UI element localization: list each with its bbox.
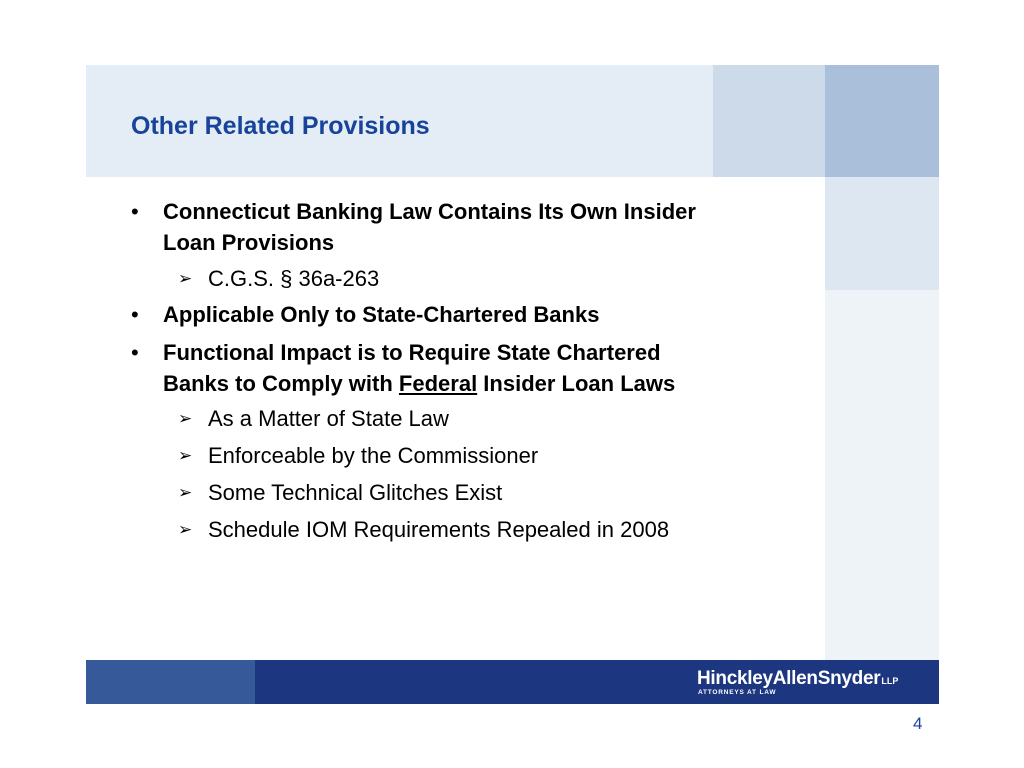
- logo-name: HinckleyAllenSnyder: [697, 668, 881, 689]
- bullet-text: [163, 196, 803, 258]
- bullet-text-line: Functional Impact is to Require State Chartered: [163, 340, 661, 365]
- arrow-bullet-icon: ➢: [178, 446, 193, 465]
- firm-logo: [697, 668, 899, 696]
- underlined-text: Federal: [398, 371, 478, 396]
- bullet-text-segment: Banks to Comply with: [163, 371, 399, 396]
- bullet-text: [163, 337, 803, 399]
- bullet-text-line: Loan Provisions: [163, 230, 335, 255]
- sub-bullet-text: Enforceable by the Commissioner: [208, 443, 539, 468]
- bullet-text-line: [163, 368, 803, 399]
- bullet-text-line: Applicable Only to State-Chartered Banks: [163, 302, 600, 327]
- sub-bullet-text: Some Technical Glitches Exist: [208, 480, 503, 505]
- arrow-bullet-icon: ➢: [178, 269, 193, 288]
- bullet-dot-icon: •: [131, 199, 139, 224]
- bullet-text-segment: Insider Loan Laws: [477, 371, 676, 396]
- bullet-text: [163, 299, 803, 330]
- bullet-dot-icon: •: [131, 340, 139, 365]
- bullet-dot-icon: •: [131, 302, 139, 327]
- bullet-text-line: Connecticut Banking Law Contains Its Own Insider: [163, 199, 696, 224]
- logo-tagline: ATTORNEYS AT LAW: [698, 689, 777, 696]
- logo-suffix: LLP: [881, 676, 899, 686]
- sub-bullet-text: As a Matter of State Law: [208, 406, 449, 431]
- sub-bullet-text: C.G.S. § 36a-263: [208, 266, 380, 291]
- arrow-bullet-icon: ➢: [178, 520, 193, 539]
- arrow-bullet-icon: ➢: [178, 483, 193, 502]
- slide-title: Other Related Provisions: [131, 112, 430, 140]
- sub-bullet-text: Schedule IOM Requirements Repealed in 2008: [208, 517, 670, 542]
- arrow-bullet-icon: ➢: [178, 409, 193, 428]
- page-number: 4: [913, 714, 923, 733]
